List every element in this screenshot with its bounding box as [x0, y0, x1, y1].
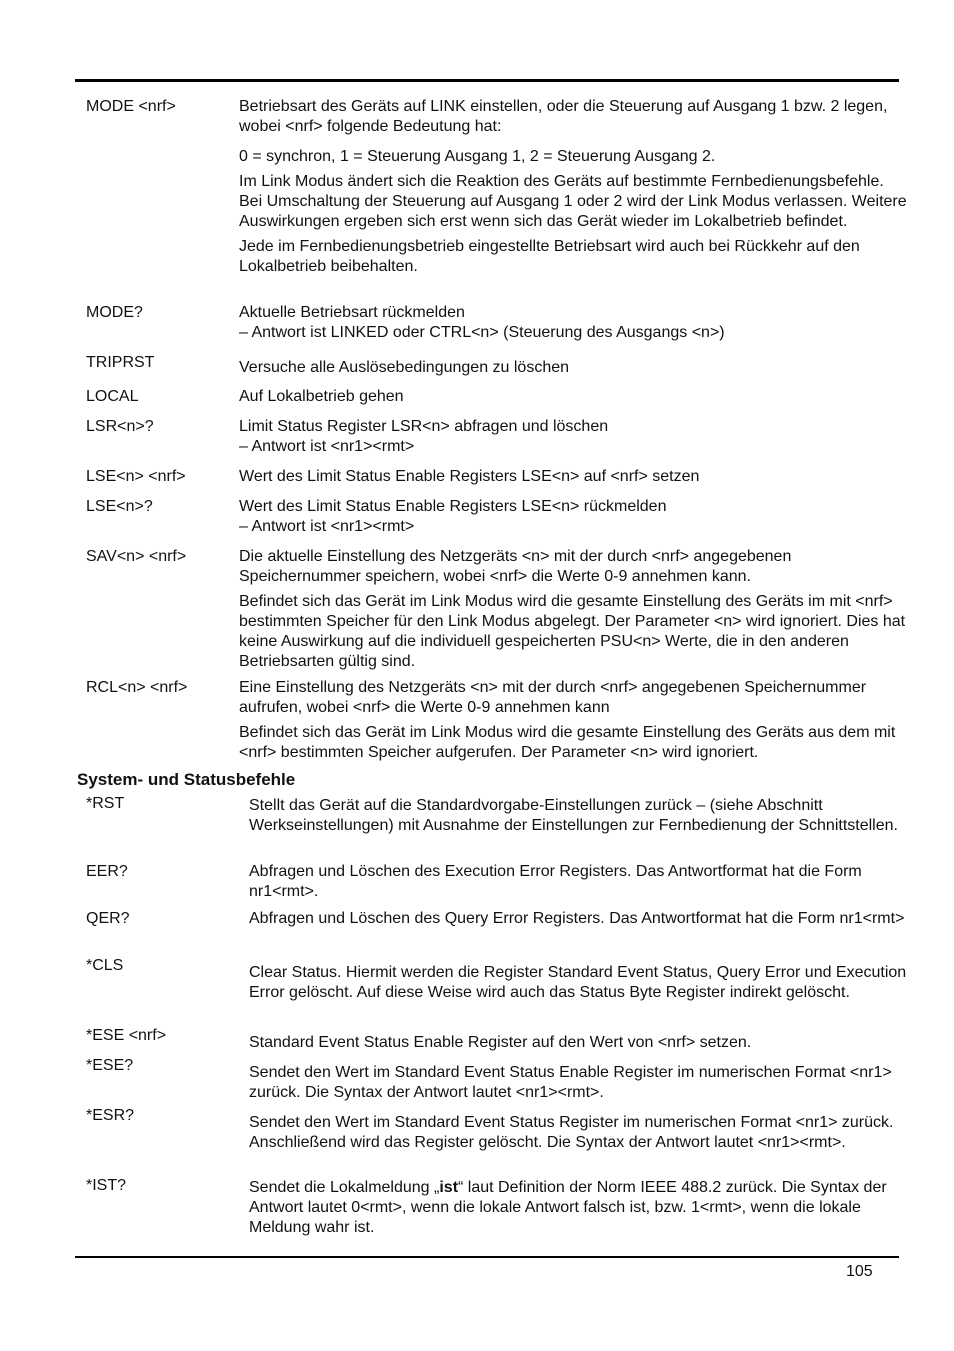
description-paragraph: Befindet sich das Gerät im Link Modus wird die gesamte Einstellung des Geräts aus dem mit <nrf> bestimmten Speicher aufgerufen. Der Parameter <n> wird ignoriert.: [239, 724, 896, 761]
command-name: TRIPRST: [86, 354, 155, 371]
command-description: Abfragen und Löschen des Execution Error Registers. Das Antwortformat hat die Form nr1<rmt>.: [249, 863, 862, 900]
command-name: *ESE?: [86, 1057, 134, 1074]
description-line: Wert des Limit Status Enable Registers LSE<n> rückmelden: [239, 498, 667, 515]
command-name: *CLS: [86, 957, 124, 974]
ist-text-post: “ laut Definition der Norm IEEE 488.2 zurück. Die Syntax der Antwort lautet 0<rmt>, wenn die lokale Antwort falsch ist, bzw. 1<rmt>, wenn die lokale Meldung wahr ist.: [249, 1179, 887, 1236]
command-description: Auf Lokalbetrieb gehen: [239, 388, 404, 405]
command-description: Abfragen und Löschen des Query Error Registers. Das Antwortformat hat die Form nr1<rmt>: [249, 910, 905, 927]
command-description: [239, 547, 911, 672]
command-name: MODE <nrf>: [86, 98, 176, 115]
description-line: – Antwort ist <nr1><rmt>: [239, 518, 415, 535]
command-name: LSR<n>?: [86, 418, 154, 435]
page-number: 105: [846, 1263, 873, 1280]
command-name: RCL<n> <nrf>: [86, 679, 188, 696]
command-name: QER?: [86, 910, 130, 927]
description-line: Aktuelle Betriebsart rückmelden: [239, 304, 465, 321]
command-description: Standard Event Status Enable Register auf den Wert von <nrf> setzen.: [249, 1034, 752, 1051]
description-paragraph: Im Link Modus ändert sich die Reaktion des Geräts auf bestimmte Fernbedienungsbefehle. Bei Umschaltung der Steuerung auf Ausgang 1 oder 2 wird der Link Modus verlassen. Weitere Auswirkungen ergeben sich erst wenn sich das Gerät wieder im Lokalbetrieb befindet.: [239, 173, 907, 230]
command-description: Versuche alle Auslösebedingungen zu löschen: [239, 359, 570, 376]
ist-keyword: ist: [439, 1179, 459, 1196]
description-paragraph: Die aktuelle Einstellung des Netzgeräts <n> mit der durch <nrf> angegebenen Speichernummer speichern, wobei <nrf> die Werte 0-9 annehmen kann.: [239, 548, 792, 585]
command-description: [239, 303, 911, 343]
command-name: *ESR?: [86, 1107, 135, 1124]
command-name: SAV<n> <nrf>: [86, 548, 187, 565]
description-paragraph: 0 = synchron, 1 = Steuerung Ausgang 1, 2 = Steuerung Ausgang 2.: [239, 148, 716, 165]
command-name: *ESE <nrf>: [86, 1027, 167, 1044]
bottom-rule: [75, 1256, 899, 1258]
command-description: Sendet den Wert im Standard Event Status Register im numerischen Format <nr1> zurück. Anschließend wird das Register gelöscht. Die Syntax der Antwort lautet <nr1><rmt>.: [249, 1114, 894, 1151]
description-line: – Antwort ist <nr1><rmt>: [239, 438, 415, 455]
command-description: [249, 1178, 911, 1238]
section-heading: System- und Statusbefehle: [77, 770, 296, 789]
top-rule: [75, 79, 899, 82]
command-description: [239, 497, 911, 537]
command-name: *IST?: [86, 1177, 127, 1194]
command-description: Stellt das Gerät auf die Standardvorgabe-Einstellungen zurück – (siehe Abschnitt Werkseinstellungen) mit Ausnahme der Einstellungen zur Fernbedienung der Schnittstellen.: [249, 797, 898, 834]
command-name: LSE<n>?: [86, 498, 153, 515]
command-name: LOCAL: [86, 388, 139, 405]
description-paragraph: Befindet sich das Gerät im Link Modus wird die gesamte Einstellung des Geräts im mit <nrf> bestimmten Speicher für den Link Modus abgelegt. Der Parameter <n> wird ignoriert. Dies hat keine Auswirkung auf die individuell gespeicherten PSU<n> Werte, die in den anderen Betriebsarten gültig sind.: [239, 593, 906, 670]
command-name: *RST: [86, 795, 125, 812]
description-paragraph: Betriebsart des Geräts auf LINK einstellen, oder die Steuerung auf Ausgang 1 bzw. 2 legen, wobei <nrf> folgende Bedeutung hat:: [239, 98, 888, 135]
command-name: EER?: [86, 863, 128, 880]
description-line: – Antwort ist LINKED oder CTRL<n> (Steuerung des Ausgangs <n>): [239, 324, 725, 341]
command-description: Wert des Limit Status Enable Registers LSE<n> auf <nrf> setzen: [239, 468, 700, 485]
description-line: Limit Status Register LSR<n> abfragen und löschen: [239, 418, 609, 435]
command-name: LSE<n> <nrf>: [86, 468, 186, 485]
command-description: [239, 97, 911, 277]
command-description: Clear Status. Hiermit werden die Register Standard Event Status, Query Error und Execution Error gelöscht. Auf diese Weise wird auch das Status Byte Register indirekt gelöscht.: [249, 964, 907, 1001]
ist-text-pre: Sendet die Lokalmeldung „: [249, 1179, 440, 1196]
command-description: [239, 678, 911, 763]
command-description: Sendet den Wert im Standard Event Status Enable Register im numerischen Format <nr1> zurück. Die Syntax der Antwort lautet <nr1><rmt>.: [249, 1064, 892, 1101]
command-name: MODE?: [86, 304, 143, 321]
description-paragraph: Jede im Fernbedienungsbetrieb eingestellte Betriebsart wird auch bei Rückkehr auf den Lokalbetrieb beibehalten.: [239, 238, 860, 275]
description-paragraph: Eine Einstellung des Netzgeräts <n> mit der durch <nrf> angegebenen Speichernummer aufrufen, wobei <nrf> die Werte 0-9 annehmen kann: [239, 679, 867, 716]
command-description: [239, 417, 911, 457]
